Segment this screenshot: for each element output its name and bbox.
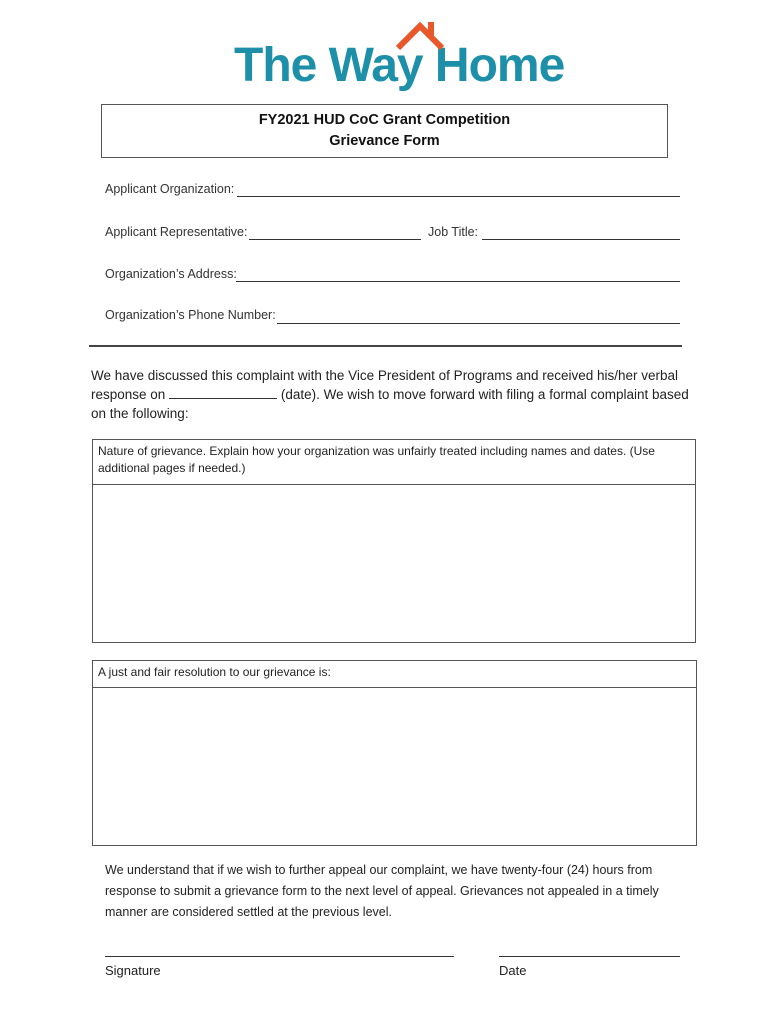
logo-text: The Way Home [234,39,565,92]
closing-paragraph: We understand that if we wish to further appeal our complaint, we have twenty-four (24) hours from response to submit a grievance form to the next level of appeal. Grievances not appealed in a timely manner are considered settled at the previous level. [105,863,659,919]
section-divider [89,345,682,347]
date-input[interactable] [499,956,680,957]
resolution-textarea[interactable] [93,688,696,845]
org-phone-label: Organization’s Phone Number: [105,308,276,322]
org-address-input[interactable] [236,281,680,282]
logo [230,18,565,92]
org-address-label: Organization’s Address: [105,267,237,281]
nature-label-main: Nature of grievance. Explain how your organization was unfairly treated including names and dates. [98,444,627,458]
intro-paragraph [91,366,691,423]
applicant-rep-label: Applicant Representative: [105,225,248,239]
resolution-label: A just and fair resolution to our grievance is: [93,661,696,688]
intro-text-1: We have discussed this complaint with the Vice President of Programs and received his/her verbal response on [91,368,679,402]
signature-label: Signature [105,963,161,978]
date-label: Date [499,963,527,978]
applicant-rep-input[interactable] [249,239,421,240]
form-title-box [101,104,668,158]
applicant-org-label: Applicant Organization: [105,182,235,196]
nature-of-grievance-box [92,439,696,643]
job-title-input[interactable] [482,239,680,240]
response-date-input[interactable] [169,386,277,399]
signature-input[interactable] [105,956,454,957]
job-title-label: Job Title: [428,225,479,239]
nature-of-grievance-label [93,440,695,485]
nature-label-note: (Use additional pages if needed.) [98,444,655,475]
form-title: FY2021 HUD CoC Grant Competition [258,112,511,128]
resolution-box [92,660,697,846]
intro-text-2: (date). We wish to move forward with filing a formal complaint based on the following: [91,387,689,421]
applicant-org-input[interactable] [237,196,680,197]
form-subtitle: Grievance Form [329,133,440,149]
org-phone-input[interactable] [277,323,680,324]
nature-of-grievance-textarea[interactable] [93,485,695,642]
house-roof-icon [390,18,450,58]
